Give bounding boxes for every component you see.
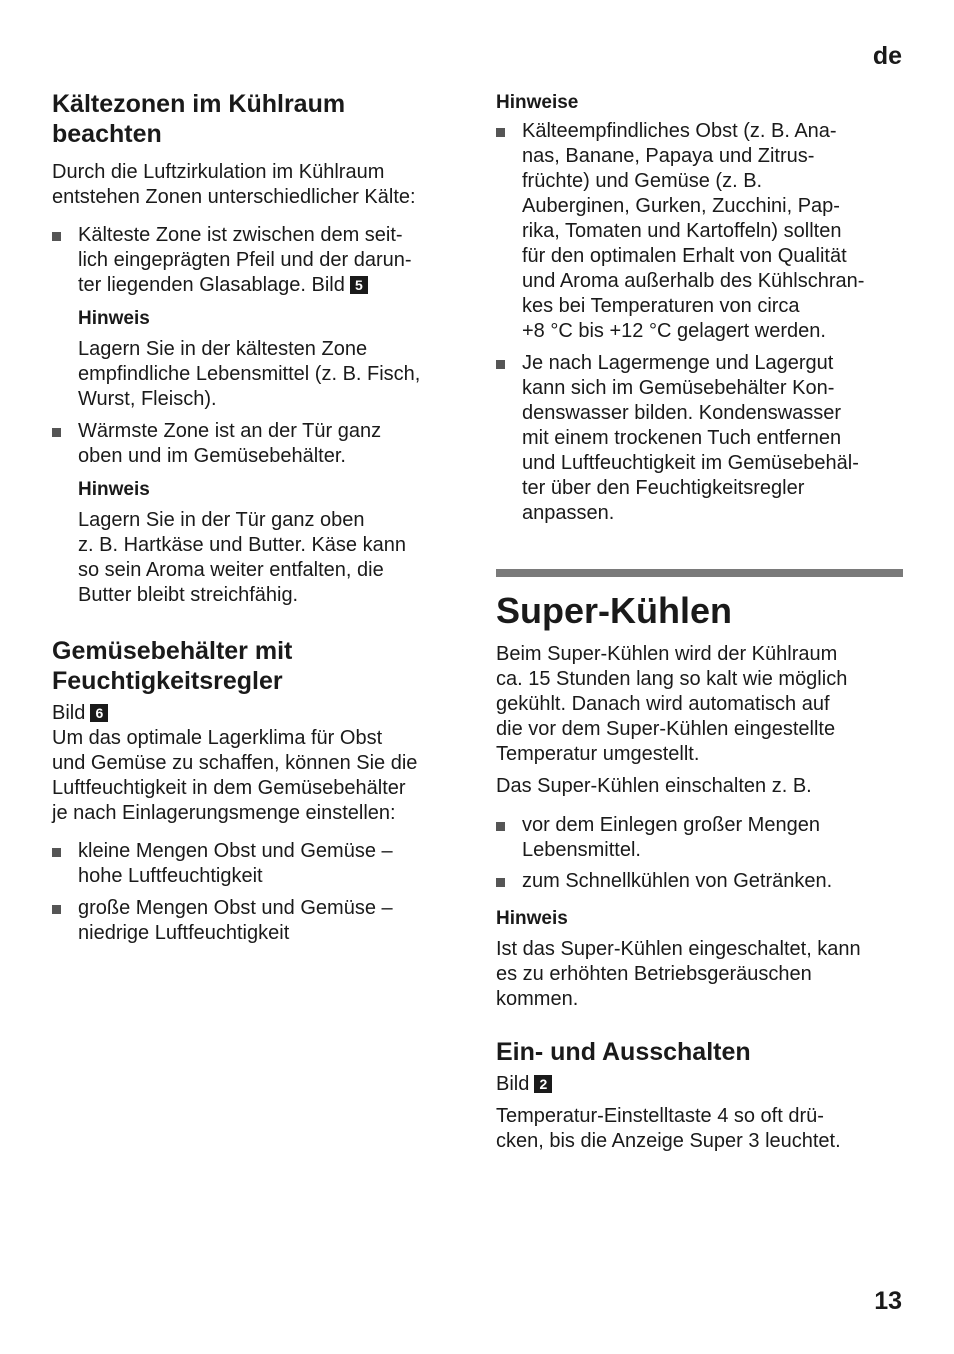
bullet-icon [52,905,61,914]
section-title-super-kuehlen: Super-Kühlen [496,590,733,631]
ein-ausschalten-text: Temperatur-Einstelltaste 4 so oft drü- cken, bis die Anzeige Super 3 leuchtet. [496,1105,841,1152]
list-item: Je nach Lagermenge und Lagergut kann sich im Gemüsebehälter Kon- denswasser bilden. Kondenswasser mit einem trockenen Tuch entfernen und Luftfeuchtigkeit im Gemüsebehäl- ter über den Feuchtigkeitsregler anpassen. [496,351,906,526]
list-item: Kälteempfindliches Obst (z. B. Ana- nas, Banane, Papaya und Zitrus- früchte) und Gemüse (z. B. Auberginen, Gurken, Zucchini, Pap- rika, Tomaten und Kartoffeln) sollten für den optimalen Erhalt von Qualität und Aroma außerhalb des Kühlschran- kes bei Temperaturen von circa +8 °C bis +12 °C gelagert werden. [496,119,906,344]
bullet-icon [496,360,505,369]
right-column [496,88,906,1154]
figure-reference-badge: 6 [90,704,108,722]
hint-text: Lagern Sie in der kältesten Zone empfindliche Lebensmittel (z. B. Fisch, Wurst, Fleisch). [78,338,421,410]
hint-title: Hinweis [78,308,150,329]
language-label: de [872,42,902,70]
list-item: kleine Mengen Obst und Gemüse – hohe Luftfeuchtigkeit [52,839,460,889]
super-kuehlen-text: Beim Super-Kühlen wird der Kühlraum ca. 15 Stunden lang so kalt wie möglich gekühlt. Danach wird automatisch auf die vor dem Super-Kühlen eingestellte Temperatur umgestellt. [496,643,848,765]
left-column [52,88,460,946]
hint-title: Hinweis [78,479,150,500]
hint-title: Hinweis [496,908,568,929]
bullet-icon [52,848,61,857]
section-divider [496,569,903,577]
figure-reference: Bild 6 [52,701,460,726]
page-number: 13 [874,1287,902,1315]
section-title-ein-ausschalten: Ein- und Ausschalten [496,1038,751,1066]
figure-reference-badge: 2 [534,1075,552,1093]
figure-reference-badge: 5 [350,276,368,294]
bullet-icon [52,428,61,437]
hint-text: Lagern Sie in der Tür ganz oben z. B. Hartkäse und Butter. Käse kann so sein Aroma weiter entfalten, die Butter bleibt streichfähig. [78,509,406,606]
list-item: Kälteste Zone ist zwischen dem seit- lich eingeprägten Pfeil und der darun- ter liegenden Glasablage. Bild 5 [52,223,460,298]
list-item: Wärmste Zone ist an der Tür ganz oben und im Gemüsebehälter. [52,419,460,469]
list-item: vor dem Einlegen großer Mengen Lebensmittel. [496,813,906,863]
section-title-kaeltezonen: Kältezonen im Kühlraum beachten [52,90,346,148]
kaeltezonen-intro: Durch die Luftzirkulation im Kühlraum entstehen Zonen unterschiedlicher Kälte: [52,161,416,208]
bullet-icon [496,822,505,831]
bullet-icon [496,128,505,137]
list-item: zum Schnellkühlen von Getränken. [496,869,906,894]
hint-text: Ist das Super-Kühlen eingeschaltet, kann es zu erhöhten Betriebsgeräuschen kommen. [496,938,861,1010]
bullet-icon [52,232,61,241]
hints-title: Hinweise [496,92,579,113]
figure-reference: Bild 2 [496,1072,906,1097]
list-item: große Mengen Obst und Gemüse – niedrige Luftfeuchtigkeit [52,896,460,946]
bullet-icon [496,878,505,887]
super-kuehlen-intro: Das Super-Kühlen einschalten z. B. [496,775,812,797]
section-title-gemuesebehaelter: Gemüsebehälter mit Feuchtigkeitsregler [52,637,293,695]
gemuesebehaelter-text: Um das optimale Lagerklima für Obst und Gemüse zu schaffen, können Sie die Luftfeuchtigkeit in dem Gemüsebehälter je nach Einlagerungsmenge einstellen: [52,727,418,824]
